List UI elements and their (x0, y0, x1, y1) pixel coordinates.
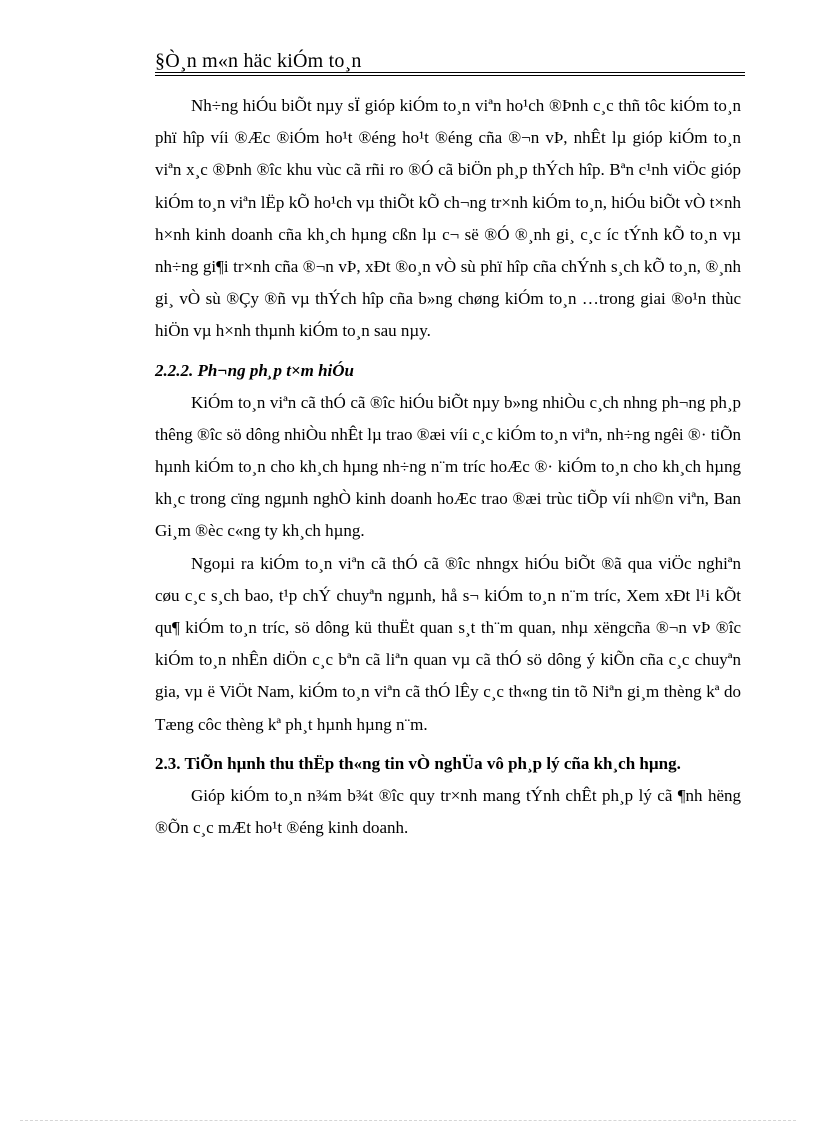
section-heading-2-2-2: 2.2.2. Ph¬ng ph¸p t×m hiÓu (155, 360, 355, 380)
page-bottom-divider (20, 1120, 796, 1121)
section-heading-2-3: 2.3. TiÕn hµnh thu thËp th«ng tin vÒ nghÜa vô ph¸p lý cña kh¸ch hµng. (155, 753, 681, 773)
paragraph: Nh÷ng hiÓu biÕt nµy sÏ gióp kiÓm to¸n viªn ho¹ch ®Þnh c¸c thñ tôc kiÓm to¸n phï hîp víi ®Æc ®iÓm ho¹t ®éng ho¹t ®éng cña ®¬n vÞ, nhÊt lµ gióp kiÓm to¸n viªn x¸c ®Þnh ®îc khu vùc cã rñi ro ®Ó cã biÖn ph¸p thÝch hîp. Bªn c¹nh viÖc gióp kiÓm to¸n viªn lËp kÕ ho¹ch vµ thiÕt kÕ ch¬ng tr×nh kiÓm to¸n, hiÓu biÕt vÒ t×nh h×nh kinh doanh cña kh¸ch hµng cßn lµ c¬ së ®Ó ®¸nh gi¸ c¸c íc tÝnh kÕ to¸n vµ nh÷ng gi¶i tr×nh cña ®¬n vÞ, xÐt ®o¸n vÒ sù phï hîp cña chÝnh s¸ch kÕ to¸n, ®¸nh gi¸ vÒ sù ®Çy ®ñ vµ thÝch hîp cña b»ng chøng kiÓm to¸n …trong giai ®o¹n thùc hiÖn vµ h×nh thµnh kiÓm to¸n sau nµy. (155, 96, 741, 341)
header-rule (155, 72, 745, 76)
paragraph: Gióp kiÓm to¸n n¾m b¾t ®îc quy tr×nh mang tÝnh chÊt ph¸p lý cã ¶nh hëng ®Õn c¸c mÆt ho¹t ®éng kinh doanh. (155, 785, 741, 838)
page-header (155, 50, 745, 73)
paragraph: KiÓm to¸n viªn cã thÓ cã ®îc hiÓu biÕt nµy b»ng nhiÒu c¸ch nhng ph¬ng ph¸p thêng ®îc sö dông nhiÒu nhÊt lµ trao ®æi víi c¸c kiÓm to¸n viªn, nh÷ng ngêi ®· tiÕn hµnh kiÓm to¸n cho kh¸ch hµng nh÷ng n¨m tríc hoÆc ®· kiÓm to¸n cho kh¸ch hµng kh¸c trong cïng ngµnh nghÒ kinh doanh hoÆc trao ®æi trùc tiÕp víi nh©n viªn, Ban Gi¸m ®èc c«ng ty kh¸ch hµng. (155, 392, 741, 541)
document-body (155, 90, 741, 844)
header-title: §Ò¸n m«n häc kiÓm to¸n (155, 50, 362, 72)
paragraph: Ngoµi ra kiÓm to¸n viªn cã thÓ cã ®îc nhngx hiÓu biÕt ®ã qua viÖc nghiªn cøu c¸c s¸ch bao, t¹p chÝ chuyªn ngµnh, hå s¬ kiÓm to¸n n¨m tríc, Xem xÐt l¹i kÕt qu¶ kiÓm to¸n tríc, sö dông kü thuËt quan s¸t th¨m quan, nhµ xëngcña ®¬n vÞ ®îc kiÓm to¸n nhÊn diÖn c¸c bªn cã liªn quan vµ cã thÓ sö dông ý kiÕn cña c¸c chuyªn gia, vµ ë ViÖt Nam, kiÓm to¸n viªn cã thÓ lÊy c¸c th«ng tin tõ Niªn gi¸m thèng kª do Tæng côc thèng kª ph¸t hµnh hµng n¨m. (155, 553, 741, 734)
